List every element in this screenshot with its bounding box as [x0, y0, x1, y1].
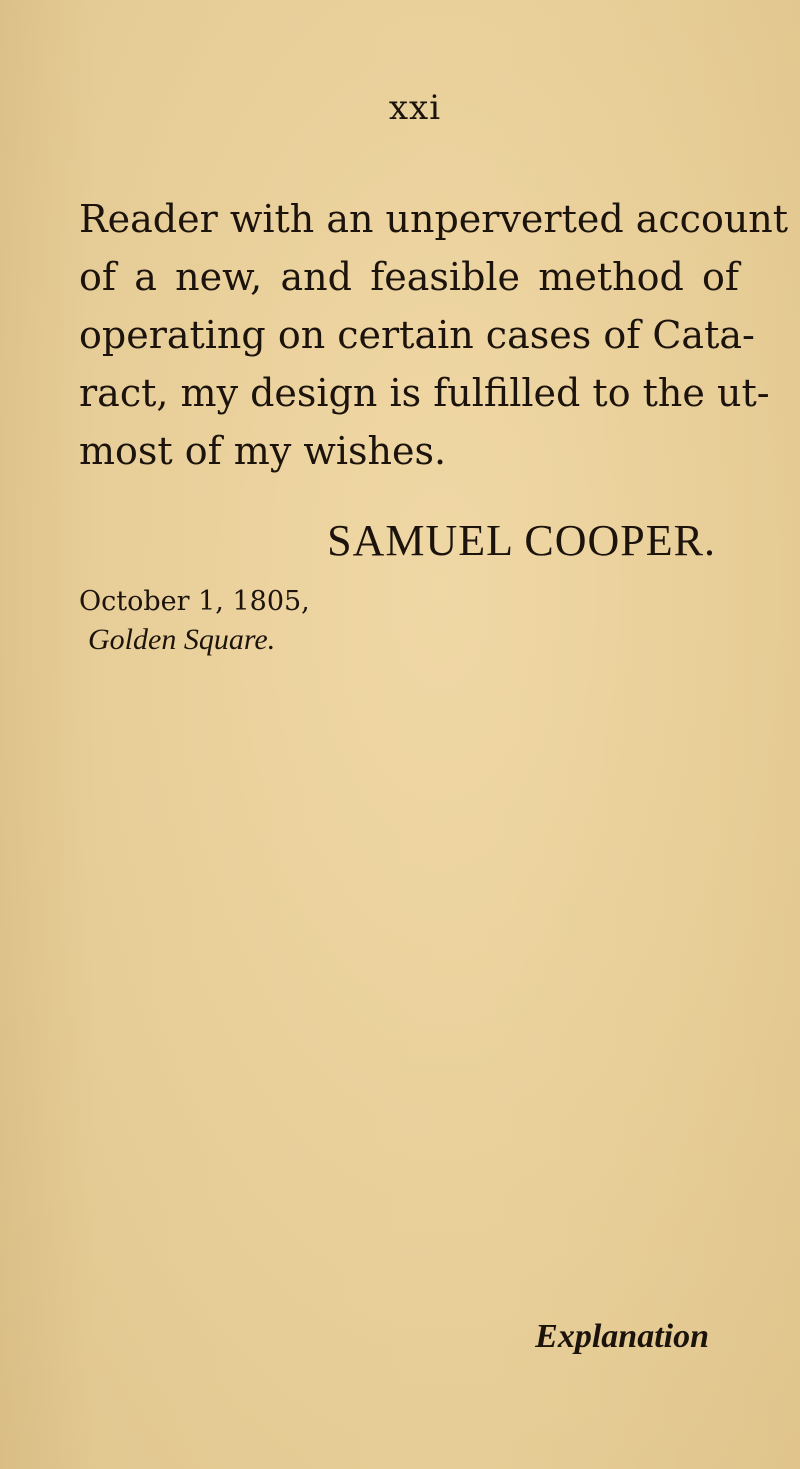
- paragraph-line: most of my wishes.: [79, 429, 447, 473]
- place-line: Golden Square.: [88, 623, 276, 656]
- paragraph-line: operating on certain cases of Cata-: [79, 313, 755, 357]
- date-line: October 1, 1805,: [79, 586, 310, 617]
- body-paragraph: [79, 190, 789, 480]
- catchword: Explanation: [535, 1318, 709, 1355]
- paragraph-line: of a new, and feasible method of: [79, 255, 739, 299]
- page-number: xxi: [388, 88, 442, 128]
- paragraph-line: Reader with an unperverted account: [79, 197, 789, 241]
- paragraph-line: ract, my design is fulfilled to the ut-: [79, 371, 770, 415]
- author-signature: SAMUEL COOPER.: [327, 516, 716, 565]
